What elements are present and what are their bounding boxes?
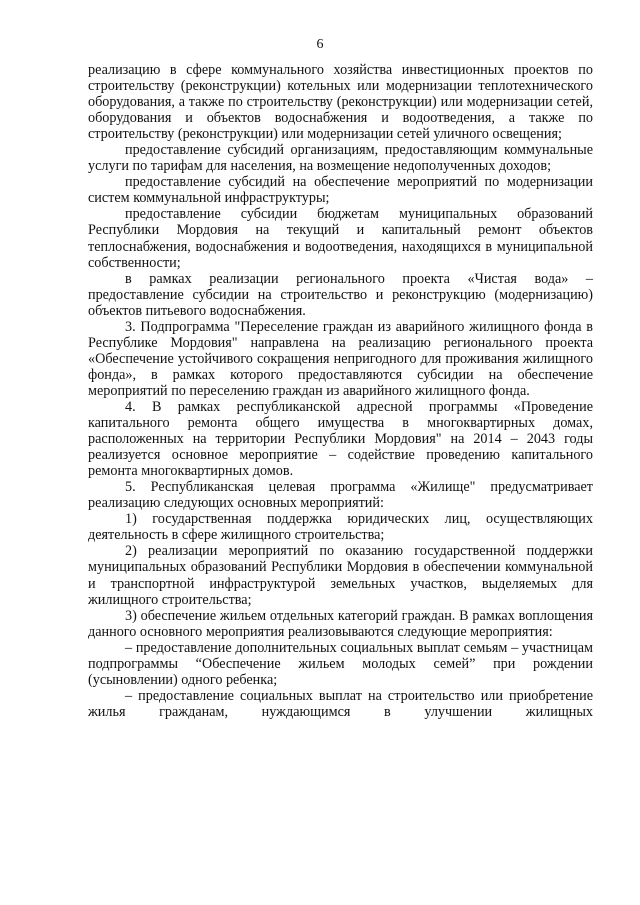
paragraph-housing-program: 5. Республиканская целевая программа «Жилище" предусматривает реализацию следующих основных мероприятий:: [88, 479, 593, 512]
paragraph-municipal-subsidies: предоставление субсидии бюджетам муниципальных образований Республики Мордовия на текущий и капитальный ремонт объектов теплоснабжения, водоснабжения и водоотведения, находящихся в муниципальной собственности;: [88, 206, 593, 271]
paragraph-investment-projects: реализацию в сфере коммунального хозяйства инвестиционных проектов по строительству (реконструкции) котельных или модернизации теплотехнического оборудования, а также по строительству (реконструкции) или модернизации сетей, оборудования и объектов водоснабжения и водоотведения, а также по строительству (реконструкции) или модернизации сетей уличного освещения;: [88, 62, 593, 143]
page-number: 6: [316, 37, 324, 52]
paragraph-capital-repair-program: 4. В рамках республиканской адресной программы «Проведение капитального ремонта общего имущества в многоквартирных домах, расположенных на территории Республики Мордовия" на 2014 – 2043 годы реализуется основное мероприятие – содействие проведению капитального ремонта многоквартирных домов.: [88, 398, 593, 480]
body-text: [88, 62, 593, 720]
list-item-1: 1) государственная поддержка юридических лиц, осуществляющих деятельность в сфере жилищного строительства;: [88, 511, 593, 544]
dash-item-young-families: – предоставление дополнительных социальных выплат семьям – участницам подпрограммы “Обеспечение жильем молодых семей” при рождении (усыновлении) одного ребенка;: [88, 639, 593, 688]
paragraph-resettlement-subprogram: 3. Подпрограмма "Переселение граждан из аварийного жилищного фонда в Республике Мордовия" направлена на реализацию регионального проекта «Обеспечение устойчивого сокращения непригодного для проживания жилищного фонда», в рамках которого предоставляются субсидии на обеспечение мероприятий по переселению граждан из аварийного жилищного фонда.: [88, 318, 593, 399]
list-item-3: 3) обеспечение жильем отдельных категорий граждан. В рамках воплощения данного основного мероприятия реализовываются следующие мероприятия:: [88, 607, 593, 640]
dash-item-social-payments: – предоставление социальных выплат на строительство или приобретение жилья гражданам, нуждающимся в улучшении жилищных: [88, 687, 593, 720]
paragraph-clean-water-project: в рамках реализации регионального проекта «Чистая вода» – предоставление субсидии на строительство и реконструкцию (модернизацию) объектов питьевого водоснабжения.: [88, 270, 593, 319]
paragraph-utility-subsidies: предоставление субсидий организациям, предоставляющим коммунальные услуги по тарифам для населения, на возмещение недополученных доходов;: [88, 142, 593, 175]
paragraph-infrastructure-modernization: предоставление субсидий на обеспечение мероприятий по модернизации систем коммунальной инфраструктуры;: [88, 174, 593, 207]
list-item-2: 2) реализации мероприятий по оказанию государственной поддержки муниципальных образований Республики Мордовия в обеспечении коммунальной и транспортной инфраструктурой земельных участков, выделяемых для жилищного строительства;: [88, 543, 593, 608]
